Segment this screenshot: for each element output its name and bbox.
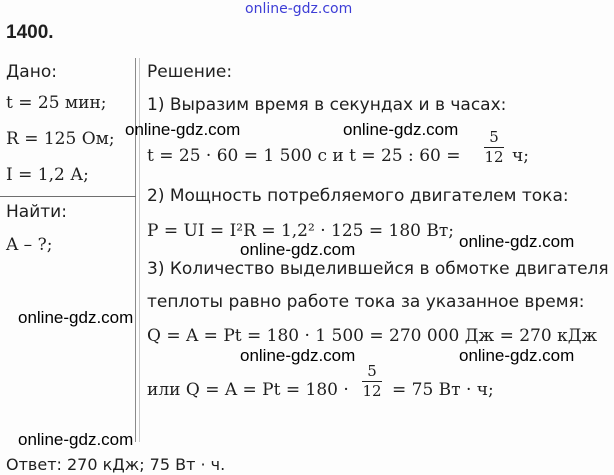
solution-step3: 3) Количество выделившейся в обмотке двигателя [147,259,609,279]
answer-line: Ответ: 270 кДж; 75 Вт · ч. [6,455,226,474]
given-line-resistance: R = 125 Ом; [6,129,115,149]
fraction-denominator: 12 [362,382,382,400]
given-find-divider [0,196,136,197]
problem-number: 1400. [6,22,54,43]
given-line-time: t = 25 мин; [6,93,107,113]
fraction-denominator: 12 [484,148,504,166]
fraction-numerator: 5 [367,362,377,380]
solution-step3-alt-math: или Q = A = Pt = 180 · [147,380,349,400]
solution-step1: 1) Выразим время в секундах и в часах: [147,95,507,115]
column-divider [135,58,136,442]
solution-step3-cont: теплоты равно работе тока за указанное время: [147,292,585,312]
given-line-current: I = 1,2 А; [6,165,89,185]
solution-step3-math: Q = A = Pt = 180 · 1 500 = 270 000 Дж = 270 кДж [147,326,598,346]
given-title: Дано: [6,62,57,82]
solution-step2-math: P = UI = I²R = 1,2² · 125 = 180 Вт; [147,221,455,241]
watermark: online-gdz.com [459,232,575,251]
solution-step3-alt-result: = 75 Вт · ч; [392,380,494,400]
find-line: A – ?; [6,235,53,255]
watermark: online-gdz.com [18,308,134,327]
header-watermark: online-gdz.com [245,1,353,17]
watermark: online-gdz.com [240,240,356,259]
watermark: online-gdz.com [240,346,356,365]
watermark: online-gdz.com [459,346,575,365]
watermark: online-gdz.com [18,430,134,449]
solution-title: Решение: [147,62,233,82]
fraction-numerator: 5 [489,128,499,146]
watermark: online-gdz.com [125,120,241,139]
solution-step1-unit: ч; [512,146,529,166]
watermark: online-gdz.com [343,120,459,139]
solution-step1-fraction [484,129,504,166]
solution-step2: 2) Мощность потребляемого двигателем тока: [147,186,569,206]
solution-step1-math: t = 25 · 60 = 1 500 с и t = 25 : 60 = [147,146,461,166]
column-divider-shadow [139,58,140,442]
solution-step3-fraction [362,363,382,400]
find-title: Найти: [6,202,67,222]
